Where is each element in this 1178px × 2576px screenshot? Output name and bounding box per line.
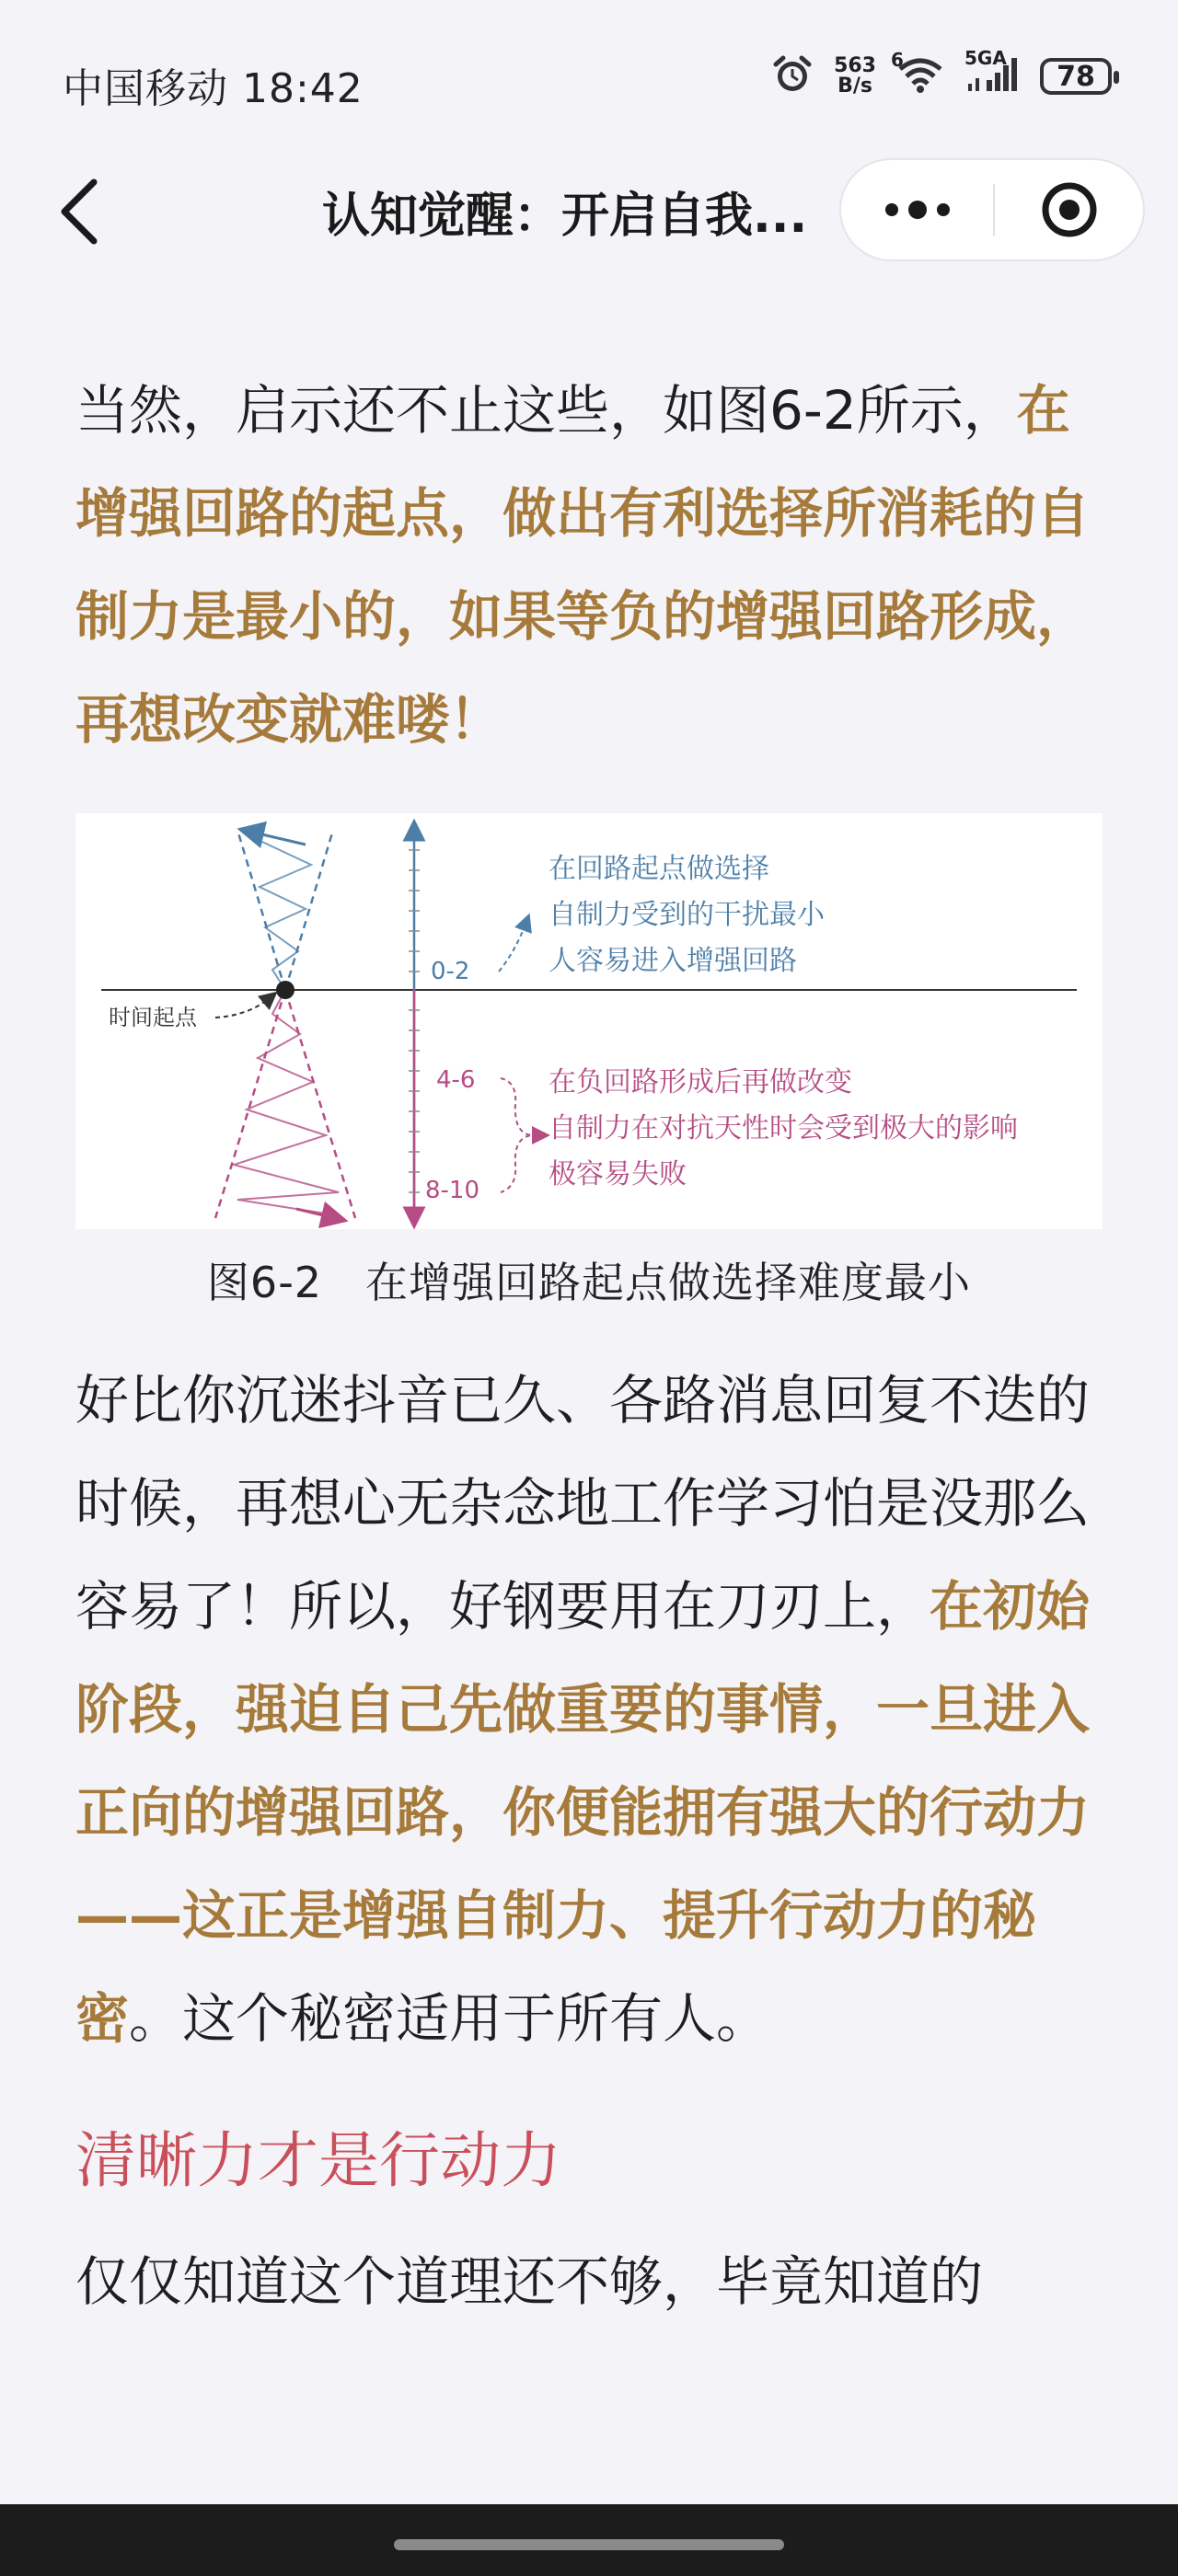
- para2-text-b: 。这个秘密适用于所有人。: [129, 1987, 770, 2050]
- section-title: 清晰力才是行动力: [75, 2125, 561, 2196]
- mini-program-capsule: [839, 158, 1145, 261]
- system-navigation-bar: [0, 2504, 1178, 2576]
- page-title: 认知觉醒：开启自我...: [322, 189, 808, 244]
- figure-diagram: [75, 813, 1103, 1229]
- chevron-left-icon: [53, 175, 109, 248]
- top-note-line-2: 自制力受到的干扰最小: [549, 899, 825, 931]
- status-icons: [771, 47, 1112, 99]
- paragraph-1: [75, 359, 1103, 771]
- para2-highlight: 在初始阶段，强迫自己先做重要的事情，一旦进入正向的增强回路，你便能拥有强大的行动力——这正是增强自制力、提升行动力的秘密: [75, 1575, 1091, 2050]
- signal-label: 5GA: [964, 47, 1007, 69]
- tick-label-0-2: 0-2: [431, 958, 470, 985]
- bottom-note-line-1: 在负回路形成后再做改变: [549, 1066, 852, 1098]
- article-content: [75, 359, 1103, 2333]
- bottom-note-line-2: 自制力在对抗天性时会受到极大的影响: [549, 1112, 1018, 1144]
- lower-zigzag: [234, 990, 339, 1214]
- net-speed-value: 563: [834, 54, 876, 77]
- nav-bar: [0, 156, 1178, 267]
- wifi-label: 6: [891, 49, 904, 71]
- paragraph-3: [75, 2230, 1103, 2333]
- more-button[interactable]: [841, 160, 993, 259]
- top-note-line-1: 在回路起点做选择: [549, 853, 769, 885]
- status-bar: [0, 0, 1178, 156]
- more-dots-icon: [881, 199, 954, 221]
- figure-6-2: [75, 813, 1103, 1229]
- para1-highlight: 在增强回路的起点，做出有利选择所消耗的自制力是最小的，如果等负的增强回路形成，再想改变就难喽！: [75, 379, 1091, 751]
- tick-label-4-6: 4-6: [436, 1066, 476, 1094]
- top-note-line-3: 人容易进入增强回路: [549, 945, 797, 977]
- net-speed: [834, 56, 876, 97]
- start-point: [276, 981, 294, 999]
- para2-text-a: 好比你沉迷抖音已久、各路消息回复不迭的时候，再想心无杂念地工作学习怕是没那么容易了！所以，好钢要用在刀刃上，: [75, 1369, 1091, 1638]
- battery-icon: [1040, 58, 1112, 95]
- tick-label-8-10: 8-10: [425, 1177, 480, 1204]
- home-indicator[interactable]: [394, 2539, 784, 2550]
- paragraph-2: [75, 1349, 1103, 2070]
- alarm-icon: [771, 53, 814, 99]
- upper-zigzag: [248, 835, 311, 990]
- signal-icon: [964, 47, 1020, 97]
- close-button[interactable]: [995, 160, 1143, 259]
- back-button[interactable]: [53, 175, 109, 248]
- wifi-icon: [891, 49, 944, 97]
- label-start: 时间起点: [109, 1005, 197, 1030]
- para3-text: 仅仅知道这个道理还不够，毕竟知道的: [75, 2250, 984, 2313]
- battery-level: 78: [1057, 60, 1095, 93]
- bottom-note-line-3: 极容易失败: [549, 1158, 687, 1190]
- para1-text: 当然，启示还不止这些，如图6-2所示，: [75, 379, 1017, 442]
- figure-caption: 图6-2 在增强回路起点做选择难度最小: [206, 1258, 972, 1307]
- target-close-icon: [1040, 180, 1099, 239]
- carrier-time: 中国移动 18:42: [63, 65, 364, 112]
- net-speed-unit: B/s: [837, 75, 872, 98]
